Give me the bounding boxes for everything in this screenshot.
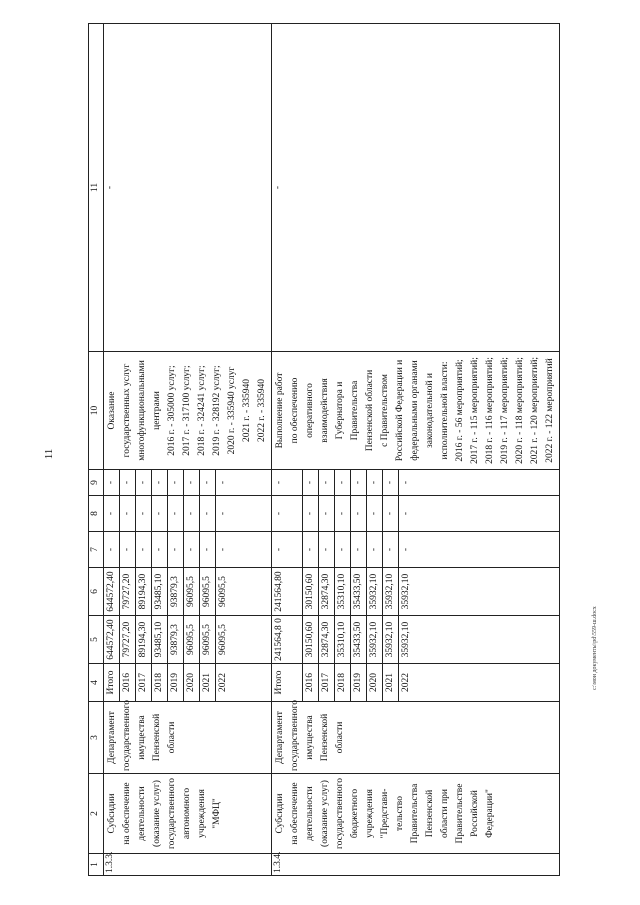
value-cell: 35932,10 [367,616,383,663]
column-col5 [104,616,272,664]
value-cell: 30150,60 [303,616,319,663]
result-line: 2022 г. - 122 мероприятий [545,358,555,463]
result-line: Российской Федерации и [395,359,405,462]
result-line: 2016 г. - 305000 услуг; [167,365,177,456]
value-cell: - [184,470,200,495]
value-cell: - [218,547,228,552]
header-cell: 11 [89,24,104,352]
value-cell: - [367,532,383,567]
executor-line: Департамент [107,711,117,764]
measure-name-line: учреждения [365,789,375,838]
value-cell: - [168,496,184,531]
measure-name-line: бюджетного [350,788,360,839]
column-col6 [104,568,272,616]
program-table [88,23,560,876]
result-line: Оказание [107,391,117,430]
measure-name-line: "МФЦ" [212,798,222,829]
value-cell: 93879,3 [168,616,184,663]
result-line: 2020 г. - 335940 услуг [227,366,237,455]
footer-file-path: c:\мои документы\pd\559-ш.docx [592,606,598,690]
value-cell: - [335,496,351,531]
result-line: 2020 г. - 118 мероприятий; [515,357,525,464]
value-cell: 644572,40 [104,568,120,615]
value-cell: 2017 [319,664,335,701]
column-col8 [104,496,272,532]
column-col7 [104,532,272,568]
header-cell: 3 [89,702,104,774]
value-cell: 2018 [335,664,351,701]
value-cell: 96095,5 [218,624,228,655]
header-cell: 1 [89,854,104,876]
table-row [104,24,272,876]
value-cell: 35932,10 [401,573,411,610]
value-cell: 2022 [218,673,228,692]
measure-name-line: на обеспечение [290,782,300,845]
measure-name [272,774,560,854]
column-years [272,664,560,702]
result-line: 2019 г. - 328192 услуг; [212,365,222,456]
result-line: 2017 г. - 115 мероприятий; [470,357,480,464]
result-line: с Правительством [380,374,390,447]
executor-line: области [167,721,177,754]
value-cell: - [200,470,216,495]
executor-line: области [335,721,345,754]
value-cell: 93485,10 [152,568,168,615]
executor [104,699,272,774]
value-cell: 96095,5 [218,576,228,607]
value-cell: - [401,547,411,552]
result-line: взаимодействия [320,378,330,443]
value-cell: - [136,470,152,495]
measure-name-line: области при [440,788,450,839]
page-number: 11 [43,448,55,460]
value-cell: - [383,470,399,495]
table-row [272,24,560,876]
measure-name-line: "Представи- [380,788,390,839]
value-cell: 2020 [367,664,383,701]
value-cell: 2021 [200,664,216,701]
result-line: центрами [152,391,162,430]
measure-name-line: Субсидии [107,793,117,834]
result-line: 2021 г. - 335940 [242,379,252,442]
measure-name-line: автономного [182,787,192,840]
header-cell: 8 [89,496,104,532]
value-cell: 2017 [136,664,152,701]
value-cell: - [152,470,168,495]
value-cell: 241564,80 [272,568,303,615]
column-col6 [272,568,560,616]
header-cell: 7 [89,532,104,568]
measure-name-line: учреждения [197,789,207,838]
value-cell: - [136,496,152,531]
value-cell: - [303,470,319,495]
value-cell: 644572,40 [104,616,120,663]
result-line: Правительства [350,380,360,441]
result-line: оперативного [305,383,315,438]
value-cell: - [319,470,335,495]
value-cell: - [200,496,216,531]
value-cell: Итого [104,664,120,701]
value-cell: 2016 [120,664,136,701]
header-cell: 4 [89,664,104,702]
column-years [104,664,272,702]
value-cell: 35433,50 [351,616,367,663]
measure-name-line: деятельности [305,786,315,841]
value-cell: 32874,30 [319,616,335,663]
measure-name-line: (оказание услуг) [320,780,330,847]
result-line: Губернатора и [335,381,345,440]
value-cell: - [272,532,303,567]
value-cell: 35310,10 [335,568,351,615]
measure-name-line: тельство [395,796,405,831]
header-cell: 9 [89,470,104,496]
column-11-value: - [272,24,560,352]
value-cell: - [120,496,136,531]
column-col8 [272,496,560,532]
value-cell: - [218,511,228,516]
header-cell: 5 [89,616,104,664]
value-cell: - [351,532,367,567]
measure-name-line: Правительства [410,783,420,844]
value-cell: - [335,470,351,495]
value-cell: - [319,496,335,531]
value-cell: 35433,50 [351,568,367,615]
value-cell: - [319,532,335,567]
value-cell: - [200,532,216,567]
value-cell: - [367,496,383,531]
executor-line: государственного [290,699,300,771]
value-cell: 79727,20 [120,616,136,663]
value-cell: - [104,470,120,495]
value-cell: - [272,470,303,495]
result-line: Пензенской области [365,369,375,452]
result-line: законодательной и [425,372,435,449]
value-cell: - [401,480,411,485]
measure-name-line: государственного [335,777,345,850]
value-cell: Итого [272,664,303,701]
header-cell: 2 [89,774,104,854]
item-number: 1.3.4. [272,854,560,876]
measure-name [104,774,272,854]
measure-name-line: государственного [167,777,177,850]
value-cell: - [184,532,200,567]
value-cell: 2016 [303,664,319,701]
value-cell: - [335,532,351,567]
value-cell: 2020 [184,664,200,701]
executor-line: Департамент [275,711,285,764]
value-cell: - [401,511,411,516]
result-line: 2019 г. - 117 мероприятий; [500,357,510,464]
value-cell: 2019 [351,664,367,701]
value-cell: 2021 [383,664,399,701]
value-cell: - [136,532,152,567]
value-cell: 93485,10 [152,616,168,663]
result-line: государственных услуг [122,363,132,458]
value-cell: 2018 [152,664,168,701]
measure-name-line: Пензенской [425,789,435,838]
value-cell: 32874,30 [319,568,335,615]
executor-line: имущества [305,715,315,760]
value-cell: 96095,5 [200,568,216,615]
value-cell: 2019 [168,664,184,701]
value-cell: - [168,532,184,567]
measure-name-line: деятельности [137,786,147,841]
executor-line: Пензенской [152,713,162,762]
value-cell: - [152,532,168,567]
item-number: 1.3.3. [104,854,272,876]
value-cell: 35932,10 [367,568,383,615]
value-cell: - [152,496,168,531]
value-cell: 79727,20 [120,568,136,615]
result-line: 2016 г. - 56 мероприятий; [455,359,465,462]
value-cell: 93879,3 [168,568,184,615]
column-col9 [272,470,560,496]
result-line: 2021 г. - 120 мероприятий; [530,356,540,465]
value-cell: - [351,496,367,531]
column-col9 [104,470,272,496]
expected-result [272,352,560,470]
measure-name-line: Субсидии [275,793,285,834]
expected-result [104,352,272,470]
value-cell: - [104,532,120,567]
measure-name-line: (оказание услуг) [152,780,162,847]
value-cell: - [218,480,228,485]
value-cell: 30150,60 [303,568,319,615]
value-cell: 96095,5 [184,568,200,615]
value-cell: 35310,10 [335,616,351,663]
column-col7 [272,532,560,568]
value-cell: 35932,10 [383,616,399,663]
executor-line: Пензенской [320,713,330,762]
value-cell: - [104,496,120,531]
value-cell: 241564,8 0 [272,616,303,663]
value-cell: - [120,532,136,567]
column-col5 [272,616,560,664]
rotated-table-wrapper [88,24,610,876]
value-cell: - [383,532,399,567]
result-line: 2018 г. - 116 мероприятий; [485,357,495,464]
value-cell: - [351,470,367,495]
value-cell: 89194,30 [136,568,152,615]
result-line: федеральными органами [410,360,420,461]
measure-name-line: Правительстве [455,783,465,844]
result-line: 2018 г. - 324241 услуг; [197,365,207,456]
value-cell: 35932,10 [383,568,399,615]
result-line: 2017 г. - 317100 услуг; [182,365,192,456]
executor-line: имущества [137,715,147,760]
header-cell: 6 [89,568,104,616]
measure-name-line: Российской [470,790,480,837]
value-cell: - [184,496,200,531]
value-cell: 96095,5 [184,616,200,663]
value-cell: - [303,496,319,531]
column-11-value: - [104,24,272,352]
measure-name-line: на обеспечение [122,782,132,845]
result-line: 2022 г. - 335940 [257,379,267,442]
result-line: по обеспечению [290,377,300,444]
value-cell: 2022 [401,673,411,692]
value-cell: - [168,470,184,495]
header-row [89,24,104,876]
executor-line: государственного [122,699,132,771]
value-cell: - [383,496,399,531]
value-cell: 35932,10 [401,621,411,658]
result-line: многофункциональными [137,360,147,461]
measure-name-line: Федерации" [485,789,495,838]
executor [272,699,560,774]
value-cell: 96095,5 [200,616,216,663]
header-cell: 10 [89,352,104,470]
result-line: исполнительной власти: [440,361,450,460]
value-cell: - [120,470,136,495]
value-cell: 89194,30 [136,616,152,663]
value-cell: - [303,532,319,567]
value-cell: - [272,496,303,531]
value-cell: - [367,470,383,495]
result-line: Выполнение работ [275,372,285,449]
